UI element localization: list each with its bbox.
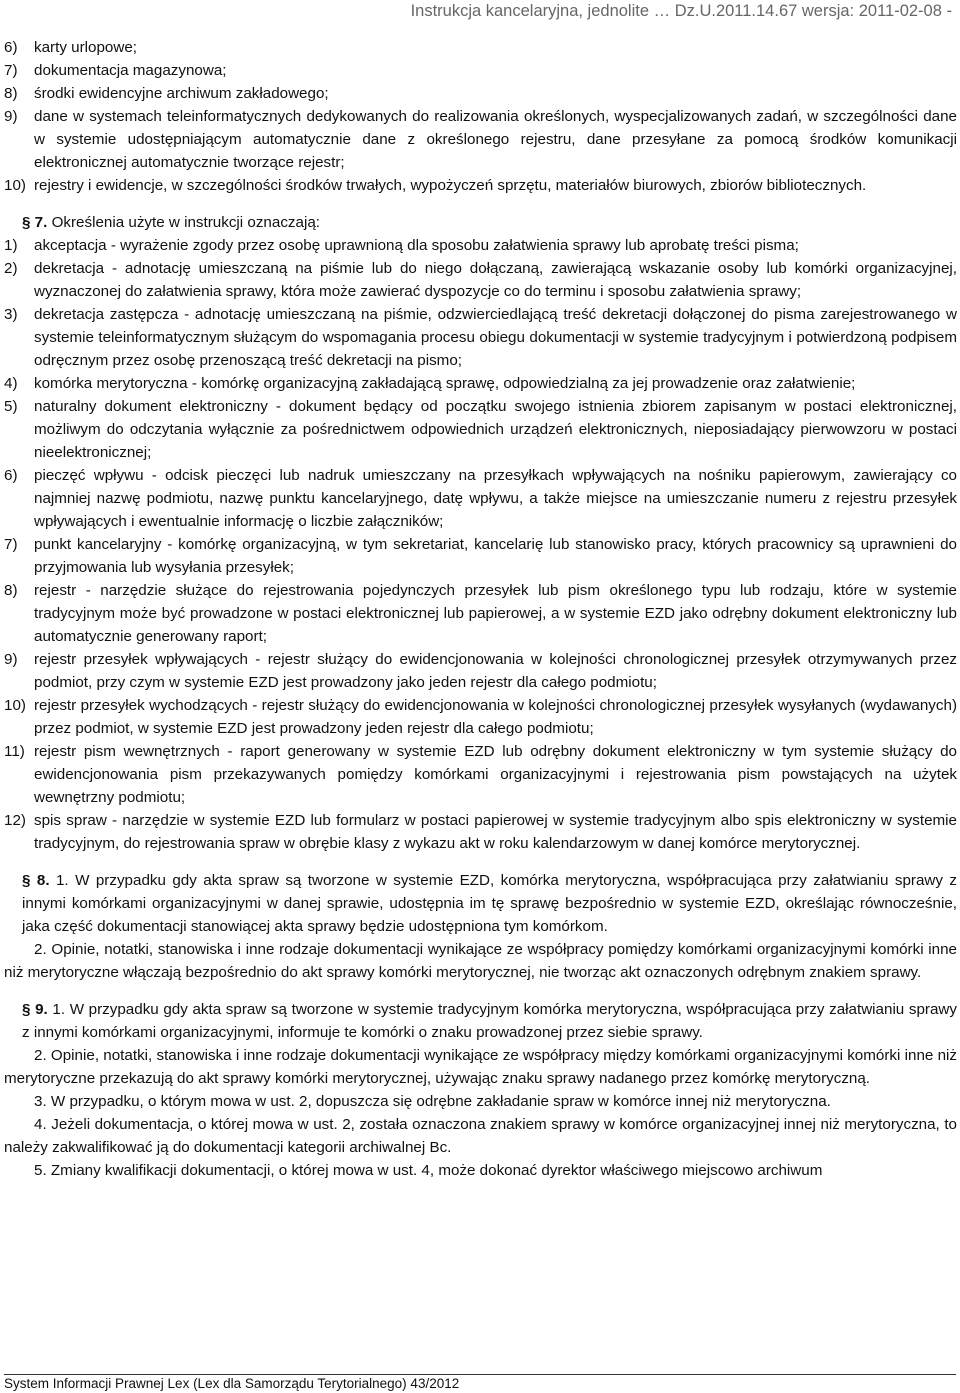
definition-text: rejestr - narzędzie służące do rejestrowania pojedynczych przesyłek lub pism określonego typu lub rodzaju, które w systemie tradycyjnym może być prowadzone w postaci elektronicznej lub papierowej, a w systemie EZD jako odrębny dokument elektroniczny lub automatycznie generowany raport;	[34, 582, 957, 645]
definition-item	[4, 303, 957, 372]
section-number: § 9.	[22, 1001, 48, 1018]
paragraph-text: Opinie, notatki, stanowiska i inne rodzaje dokumentacji wynikające ze współpracy między komórkami organizacyjnymi komórki inne niż merytoryczne przekazują do akt sprawy komórki merytorycznej, używając znaku sprawy nadanego przez komórkę merytoryczną.	[4, 1047, 957, 1087]
definition-text: punkt kancelaryjny - komórkę organizacyjną, w tym sekretariat, kancelarię lub stanowisko pracy, których pracownicy są uprawnieni do przyjmowania lub wysyłania przesyłek;	[34, 536, 957, 576]
list-item-number: 8)	[4, 85, 18, 102]
definition-item	[4, 395, 957, 464]
document-body	[4, 36, 957, 1182]
section-number: § 8.	[22, 872, 50, 889]
definition-item	[4, 648, 957, 694]
list-item	[4, 105, 957, 174]
definition-item	[4, 809, 957, 855]
list-item-text: dane w systemach teleinformatycznych dedykowanych do realizowania określonych, wyspecjalizowanych zadań, w szczególności dane w systemie udostępniającym automatycznie dane z określonego rejestru, dane przesyłane za pomocą środków komunikacji elektronicznej automatycznie tworzące rejestr;	[34, 108, 957, 171]
list-item-text: dokumentacja magazynowa;	[34, 62, 227, 79]
paragraph-text: W przypadku gdy akta spraw są tworzone w systemie EZD, komórka merytoryczna, współpracująca przy załatwianiu sprawy z innymi komórkami organizacyjnymi w danej sprawie, udostępnia im tę sprawę bezpośrednio w systemie EZD, określając równocześnie, jaka część dokumentacji stanowiącej akta sprawy będzie udostępniona tym komórkom.	[22, 872, 957, 935]
section-paragraph	[4, 938, 957, 984]
definition-item	[4, 372, 957, 395]
section-7-heading	[4, 211, 957, 234]
definition-text: dekretacja - adnotację umieszczaną na piśmie lub do niego dołączaną, zawierającą wskazanie osoby lub komórki organizacyjnej, wyznaczonej do załatwienia sprawy, która może zawierać dyspozycje co do terminu i sposobu załatwienia sprawy;	[34, 260, 957, 300]
list-continuation	[4, 36, 957, 197]
definition-number: 4)	[4, 375, 18, 392]
list-item-number: 9)	[4, 108, 18, 125]
definition-text: spis spraw - narzędzie w systemie EZD lub formularz w postaci papierowej w systemie tradycyjnym albo spis elektroniczny w systemie tradycyjnym, do rejestrowania spraw w obrębie klasy z wykazu akt w roku kalendarzowym w danej komórce merytorycznej.	[34, 812, 957, 852]
definition-item	[4, 234, 957, 257]
definition-number: 3)	[4, 306, 18, 323]
section-8	[4, 869, 957, 984]
paragraph-number: 1.	[55, 872, 69, 889]
definition-number: 10)	[4, 697, 26, 714]
section-7	[4, 211, 957, 855]
paragraph-text: Opinie, notatki, stanowiska i inne rodzaje dokumentacji wynikające ze współpracy pomiędzy komórkami organizacyjnymi komórki inne niż merytoryczne włączają bezpośrednio do akt sprawy komórki merytorycznej, nie tworząc akt oznaczonych odrębnym znakiem sprawy.	[4, 941, 957, 981]
definition-text: rejestr przesyłek wpływających - rejestr służący do ewidencjonowania w kolejności chronologicznej przesyłek otrzymywanych przez podmiot, przy czym w systemie EZD jest prowadzony jako jeden rejestr dla całego podmiotu;	[34, 651, 957, 691]
definition-number: 2)	[4, 260, 18, 277]
definition-number: 6)	[4, 467, 18, 484]
definition-number: 9)	[4, 651, 18, 668]
section-paragraph	[4, 1090, 957, 1113]
section-paragraph	[4, 869, 957, 938]
definition-number: 12)	[4, 812, 26, 829]
list-item	[4, 82, 957, 105]
definition-item	[4, 464, 957, 533]
definition-item	[4, 740, 957, 809]
definition-number: 7)	[4, 536, 18, 553]
list-item-number: 6)	[4, 39, 18, 56]
page-footer	[4, 1374, 956, 1393]
list-item	[4, 174, 957, 197]
list-item-text: karty urlopowe;	[34, 39, 137, 56]
list-item	[4, 36, 957, 59]
paragraph-text: W przypadku, o którym mowa w ust. 2, dopuszcza się odrębne zakładanie spraw w komórce innej niż merytoryczna.	[50, 1093, 831, 1110]
section-9	[4, 998, 957, 1182]
list-item-number: 10)	[4, 177, 26, 194]
paragraph-text: W przypadku gdy akta spraw są tworzone w systemie tradycyjnym komórka merytoryczna, współpracująca przy załatwianiu sprawy z innymi komórkami organizacyjnymi, informuje te komórki o znaku prowadzonej przez siebie sprawy.	[22, 1001, 957, 1041]
paragraph-number: 5.	[34, 1162, 47, 1179]
paragraph-number: 3.	[34, 1093, 47, 1110]
definition-number: 5)	[4, 398, 18, 415]
definition-text: pieczęć wpływu - odcisk pieczęci lub nadruk umieszczany na przesyłkach wpływających na nośniku papierowym, zawierający co najmniej nazwę podmiotu, nazwę punktu kancelaryjnego, datę wpływu, a także miejsce na umieszczanie numeru z rejestru przesyłek wpływających i ewentualnie informację o liczbie załączników;	[34, 467, 957, 530]
definition-item	[4, 694, 957, 740]
section-paragraph	[4, 998, 957, 1044]
paragraph-number: 1.	[52, 1001, 66, 1018]
definition-text: rejestr pism wewnętrznych - raport generowany w systemie EZD lub odrębny dokument elektroniczny w tym systemie służący do ewidencjonowania pism przekazywanych pomiędzy komórkami organizacyjnymi i rejestrowania pism powstających na użytek wewnętrzny podmiotu;	[34, 743, 957, 806]
section-paragraph	[4, 1113, 957, 1159]
section-paragraph	[4, 1159, 957, 1182]
paragraph-text: Jeżeli dokumentacja, o której mowa w ust. 2, została oznaczona znakiem sprawy w komórce organizacyjnej innej niż merytoryczna, to należy zakwalifikować ją do dokumentacji kategorii archiwalnej Bc.	[4, 1116, 957, 1156]
list-item-number: 7)	[4, 62, 18, 79]
paragraph-text: Zmiany kwalifikacji dokumentacji, o której mowa w ust. 4, może dokonać dyrektor właściwego miejscowo archiwum	[50, 1162, 823, 1179]
definition-text: akceptacja - wyrażenie zgody przez osobę uprawnioną dla sposobu załatwienia sprawy lub aprobatę treści pisma;	[34, 237, 799, 254]
running-header: Instrukcja kancelaryjna, jednolite … Dz.U.2011.14.67 wersja: 2011-02-08 -	[410, 2, 952, 20]
section-number: § 7.	[22, 214, 48, 231]
list-item-text: środki ewidencyjne archiwum zakładowego;	[34, 85, 329, 102]
definition-item	[4, 579, 957, 648]
list-item-text: rejestry i ewidencje, w szczególności środków trwałych, wypożyczeń sprzętu, materiałów biurowych, zbiorów bibliotecznych.	[34, 177, 867, 194]
footer-text: System Informacji Prawnej Lex (Lex dla Samorządu Terytorialnego) 43/2012	[4, 1376, 460, 1391]
section-intro: Określenia użyte w instrukcji oznaczają:	[51, 214, 320, 231]
paragraph-number: 4.	[34, 1116, 47, 1133]
definition-text: komórka merytoryczna - komórkę organizacyjną zakładającą sprawę, odpowiedzialną za jej prowadzenie oraz załatwienie;	[34, 375, 856, 392]
definition-text: dekretacja zastępcza - adnotację umieszczaną na piśmie, odzwierciedlającą treść dekretacji dołączonej do pisma zarejestrowanego w systemie teleinformatycznym służącym do wspomagania procesu obiegu dokumentacji w systemie tradycyjnym i potwierdzoną podpisem odręcznym przez osobę przenoszącą treść dekretacji na pismo;	[34, 306, 957, 369]
definition-number: 8)	[4, 582, 18, 599]
definition-item	[4, 533, 957, 579]
definition-item	[4, 257, 957, 303]
definition-text: naturalny dokument elektroniczny - dokument będący od początku swojego istnienia zbiorem zapisanym w postaci elektronicznej, możliwym do odczytania wyłącznie za pośrednictwem odpowiednich urządzeń elektronicznych, nieposiadający pierwowzoru w postaci nieelektronicznej;	[34, 398, 957, 461]
paragraph-number: 2.	[34, 941, 47, 958]
definition-number: 11)	[4, 743, 25, 760]
definition-number: 1)	[4, 237, 18, 254]
list-item	[4, 59, 957, 82]
paragraph-number: 2.	[34, 1047, 47, 1064]
section-paragraph	[4, 1044, 957, 1090]
definition-text: rejestr przesyłek wychodzących - rejestr służący do ewidencjonowania w kolejności chronologicznej przesyłek wysyłanych (wydawanych) przez podmiot, w systemie EZD jest prowadzony jeden rejestr dla całego podmiotu;	[34, 697, 957, 737]
